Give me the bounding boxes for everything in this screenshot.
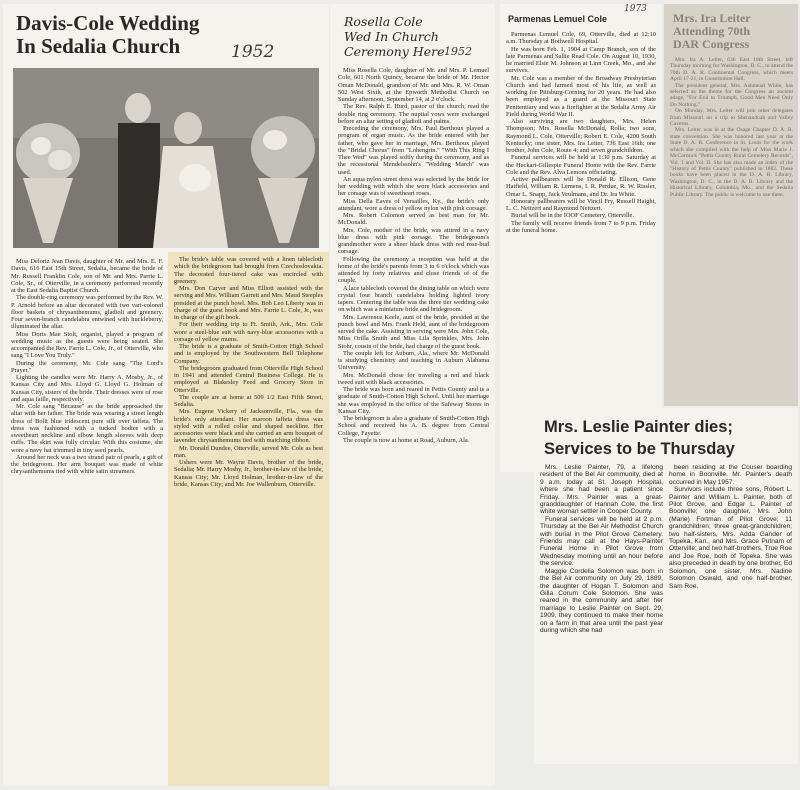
wedding-photo (13, 68, 319, 248)
paragraph: Also surviving are two daughters, Mrs. Helen Thompson; Mrs. Rosella McDonald, Rolla; two sons, Raymond L. Cole, Otterville; Robert E. Cole, 4200 South Kentucky; one sister, Mrs. Ira Leiter, 736 East 16th; one brother, John Cole, Route 4; and seven grandchildren. (506, 118, 656, 154)
paragraph: On Monday, Mrs. Leiter will join other delegates from Missouri on a trip to Shenandoah and Valley Caverns. (670, 108, 793, 128)
paragraph: Funeral services will be held at 1:30 p.m. Saturday at the Heckart-Gillespie Funeral Home with the Rev. Farrie Cole and the Rev. Alva Lemons officiating. (506, 154, 656, 176)
paragraph: The double-ring ceremony was performed by the Rev. W. P. Arnold before an altar decorated with two vari-colored floor baskets of chrysanthemums, gladioli and greenery. Four seven-branch candelabra entwined with huckleberry, illuminated the altar. (11, 294, 163, 331)
paragraph: Mr. Cole was a member of the Broadway Presbyterian Church and had farmed most of his life, as well as working for Pittsburg-Corning for 20 years. He had also been employed as a guard at the Missouri State Penitentiary and was a firefighter at the Sedalia Army Air Field during World War II. (506, 74, 656, 118)
headline-line-1: Rosella Cole (344, 14, 423, 29)
paragraph: Mr. Donald Dundee, Otterville, served Mr. Cole as best man. (174, 444, 323, 459)
paragraph: Mrs. Eugene Vickery of Jacksonville, Fla., was the bride's only attendant. Her maroon taffeta dress was styled with a rolled collar and shaped neckline. Her accessories were black and she carried an arm bouquet of lavender chrysanthemums tied with matching ribbon. (174, 408, 323, 445)
clipping-reception (168, 252, 329, 786)
clipping-ira-leiter (664, 4, 798, 406)
paragraph: The bride's table was covered with a linen tablecloth which the bridegroom had brought from Czechoslovakia. The decorated four-tiered cake was encircled with greenery. (174, 256, 323, 285)
paragraph: Mrs. Ira A. Leiter, 636 East 16th Street, left Thursday morning for Washington, D. C., to attend the 70th D. A. R. Continental Congress, which meets April 17-21, in Constitution Hall. (670, 57, 793, 83)
paragraph: Maggie Cordelia Solomon was born in the Bel Air community on July 29, 1889, the daughter of Hogan T. Solomon and Gilla Corum Cole Solomon. She was reared in the community and after her marriage to Leslie Painter on Sept. 29, 1909, they continued to make their home on a farm in that area until the past year during which she had (540, 567, 663, 634)
paragraph: Active pallbearers will be Donald R. Ellison, Gene Hatfield, William R. Lemens, I. R. Perdue, R. W. Rissler, Omar L. Snapp, Jack Veulmans, and Dr. Ira White. (506, 176, 656, 198)
handwritten-year: 1952 (231, 42, 275, 62)
headline-line-3: Ceremony Here (344, 44, 445, 59)
paragraph: Mrs. Leiter was in at the Osage Chapter D. A. R. state convention. She was honored last year at the State D. A. R. Conference in St. Louis for the work which she compiled with the help of Miss Marie J. McCormick "Pettis County Rural Cemetery Records", Vol. 1 and Vol. II. She has also made an index of the "History of Pettis County" published in 1882. These books have been placed in the D. A. R. Library, Washington, D. C., in the D. A. R. Library and the Historical Library, Columbia, Mo., and the Sedalia Public Library. The public is welcome to use them. (670, 127, 793, 198)
paragraph: An aqua nylon street dress was selected by the bride for her wedding with which she wore black accessories and her corsage was of sweetheart roses. (338, 175, 489, 198)
paragraph: Miss Rosella Cole, daughter of Mr. and Mrs. P. Lemuel Cole, 601 North Quincy, became the bride of Mr. Hector Oman McDonald, grandson of Mr. and Mrs. R. W. Oman 502 West Sixth, at the Epworth Methodist Church on Sunday afternoon, September 14, at 2 o'clock. (338, 67, 489, 103)
paragraph: Miss Della Eaves of Versailles, Ky., the bride's only attendant, wore a dress of yellow nylon with pink corsage. (338, 197, 489, 212)
paragraph: The bride was born and reared in Pettis County and is a graduate of Smith-Cotton High School. Until her marriage she was employed in the office of the Safeway Stores in Kansas City. (338, 386, 489, 415)
paragraph: The bridegroom is also a graduate of Smith-Cotton High School and received his A. B. degree from Central College, Fayette. (338, 415, 489, 437)
paragraph: Mrs. Leslie Painter, 79, a lifelong resident of the Bel Air community, died at 9 a.m. today at St. Joseph Hospital, where she had been a patient since Friday. Mrs. Painter was a great-granddaughter of Hannah Cole, the first white woman settler in Cooper County. (540, 464, 663, 516)
clipping-davis-cole-body (3, 252, 169, 786)
headline-line-2: Attending 70th (673, 24, 751, 38)
headline-line-1: Mrs. Ira Leiter (673, 11, 751, 25)
paragraph: Mrs. McDonald chose for traveling a red and black tweed suit with black accessories. (338, 371, 489, 386)
paragraph: Honorary pallbearers will be Vincil Fry, Russell Haight, L. C. Neitzert and Raymond Neitzert. (506, 197, 656, 212)
paragraph: Parmenas Lemuel Cole, 69, Otterville, died at 12:10 a.m. Thursday at Bothwell Hospital. (506, 31, 656, 46)
paragraph: The Rev. Ralph E. Hurd, pastor of the church, read the double ring ceremony. The nuptial vows were exchanged before an altar setting of gladioli and palms. (338, 103, 489, 125)
paragraph: Preceding the ceremony, Mrs. Paul Berthoux played a program of organ music. As the bride entered with her father, who gave her in marriage, Mrs. Berthoux played the "Bridal Chorus" from "Lohengrin." "With This Ring I Thee Wed" was played softly during the ceremony, and as the recessional Mendelssohn's "Wedding March" was used. (338, 125, 489, 176)
clipping-leslie-painter (534, 408, 798, 764)
paragraph: Lighting the candles were Mr. Harry A. Mosby, Jr., of Kansas City and Mrs. Lloyd G. Lloyd G. Holman of Kansas City, sisters of the bride. Their dresses were of rose and aqua faille, respectively. (11, 374, 163, 403)
paragraph: Mrs. Lawrence Keele, aunt of the bride, presided at the punch bowl and Mrs. Frank Held, aunt of the bridegroom served the cake. Assisting in serving were Mrs. John Cole, Miss Orilla Smith and Miss Lila Sprinkles, Mrs. John Stohr, cousin of the bride, had charge of the guest book. (338, 313, 489, 350)
paragraph: A lace tablecloth covered the dining table on which were crystal four branch candelabra holding lighted ivory tapers. Centering the table was the three tier wedding cake on which was a miniature bride and bridegroom. (338, 284, 489, 314)
paragraph: The couple is now at home at Road, Auburn, Ala. (343, 436, 470, 444)
paragraph: Following the ceremony a reception was held at the home of the bride's parents from 3 to 6 o'clock which was attended by forty relatives and close friends of of the couple. (338, 255, 489, 285)
paragraph: Miss Deloriz Jean Davis, daughter of Mr. and Mrs. E. F. Davis, 616 East 15th Street, Sedalia, became the bride of Mr. Russell Franklin Cole, son of Mr. and Mrs. Parrie L. Cole, Sr., of Otterville, in a ceremony performed recently at the East Sedalia Baptist Church. (11, 258, 163, 294)
column-left (540, 464, 663, 634)
headline-line-3: DAR Congress (673, 37, 750, 51)
paragraph: Mrs. Don Carver and Miss Elliott assisted with the serving and Mrs. William Garrett and Mrs. Maud Steeples presided at the punch bowl. Mrs. Bob Leo Liberty was in charge of the guest book and Mrs. Farrie L. Cole, Jr., was in charge of the gift book. (174, 285, 323, 321)
headline (670, 4, 793, 57)
paragraph: Funeral services will be held at 2 p.m. Thursday at the Bel Air Methodist Church with burial in the Pilot Grove Cemetery. Friends may call at the Hays-Painter Funeral Home in Pilot Grove from Wednesday morning until an hour before the service. (540, 515, 663, 568)
paragraph: Survivors include three sons, Robert L. Painter and William L. Painter, both of Pilot Grove, and Edgar L. Painter of Boonville; one daughter, Mrs. John (Marie) Fortman of Pilot Grove; 11 grandchildren; three great-grandchildren; two half-sisters, Mrs. Adda Gander of Topeka, Kan., and Mrs. Grace Putnam of Otterville; and two half-brothers, True Roe and Joe Roe, both of Topeka. She was also preceded in death by one brother, Ed Solomon, one sister, Mrs. Nadine Solomon Oswald, and one half-brother, Sam Roe. (669, 486, 792, 590)
wedding-photo-image (13, 68, 319, 248)
headline-line-1: Davis-Cole Wedding (16, 11, 200, 35)
paragraph: The bride is a graduate of Smith-Cotton High School and is employed by the Southwestern Bell Telephone Company. (174, 343, 323, 365)
paragraph: Around her neck was a two strand pair of pearls, a gift of the bridegroom. Her arm bouquet was made of white chrysanthemums tied with white satin streamers. (11, 453, 163, 476)
paragraph: The president general, Mrs. Ashmead White, has selected as the theme for the Congress an ancient adage, "For Evil to Triumph, Good Men Need Only Do Nothing." (670, 82, 793, 108)
paragraph: Mr. Cole sang "Because" as the bride approached the altar with her father. The bride was wearing a street length dress of Bolit blue iridescent pure silk over taffeta. The dress was fashioned with a tucked bodice with a sweetheart neckline and elbow length sleeves with deep cuffs. The skirt was fully circular. With this costume, she wore a navy hat trimmed in tiny seed pearls. (11, 403, 163, 454)
headline-line-1: Mrs. Leslie Painter dies; (544, 418, 733, 436)
headline: Parmenas Lemuel Cole (508, 14, 608, 24)
paragraph: Ushers were Mr. Wayne Davis, brother of the bride, Sedalia; Mr. Harry Mosby, Jr., brother-in-law of the bride, Kansas City; Mr. Lloyd Holman, brother-in-law of the bride, Kansas City; and Mr. Joe Wallenburn, Otterville. (174, 459, 323, 488)
paragraph: been residing at the Couser boarding home in Boonville. Mr. Painter's death occurred in May 1957. (669, 464, 792, 486)
paragraph: Miss Doris Mae Stolt, organist, played a program of wedding music as the guests were being seated. She accompanied the Rev. Farrie L. Cole, Jr., of Otterville, who sang "I Love You Truly." (11, 330, 163, 360)
paragraph: The couple are at home at 509 1/2 East Fifth Street, Sedalia. (174, 393, 323, 408)
clipping-rosella-cole (330, 4, 495, 786)
paragraph: Mrs. Cole, mother of the bride, was attired in a navy blue dress with pink corsage. The bridegroom's grandmother wore a sheer black dress with red rose-bud corsage. (338, 226, 489, 256)
handwritten-year: 1952 (444, 45, 472, 58)
clipping-davis-cole-header (3, 4, 329, 253)
column-right (669, 464, 792, 634)
headline-line-2: Wed In Church (344, 29, 439, 44)
paragraph: The couple left for Auburn, Ala., where Mr. McDonald is studying chemistry and teaching in Auburn Alabama University. (338, 349, 489, 372)
paragraph: During the ceremony, Mr. Cole sang "The Lord's Prayer." (11, 359, 163, 374)
headline-line-2: In Sedalia Church (16, 34, 181, 58)
paragraph: The bridegroom graduated from Otterville High School in 1941 and attended Central Business College. He is employed at Blakesley Feed and Grocery Store in Otterville. (174, 364, 323, 394)
clipping-parmenas-cole (500, 4, 662, 472)
headline (540, 408, 792, 464)
handwritten-year: 1973 (624, 4, 647, 14)
paragraph: Mrs. Robert Colomon served as best man for Mr. McDonald. (338, 212, 489, 227)
paragraph: Burial will be in the IOOF Cemetery, Otterville. (511, 212, 634, 220)
headline-line-2: Services to be Thursday (544, 440, 735, 458)
paragraph: The family will receive friends from 7 to 9 p.m. Friday at the funeral home. (506, 219, 656, 234)
paragraph: For their wedding trip to Ft. Smith, Ark., Mrs. Cole wore a steel-blue suit with navy-blue accessories with a corsage of yellow mums. (174, 321, 323, 343)
paragraph: He was born Feb. 1, 1904 at Camp Branch, son of the late Parmenas and Sallie Read Cole. On August 10, 1930, he married Elsie M. Johnson at Linn Creek, Mo., and she survives. (506, 45, 656, 75)
